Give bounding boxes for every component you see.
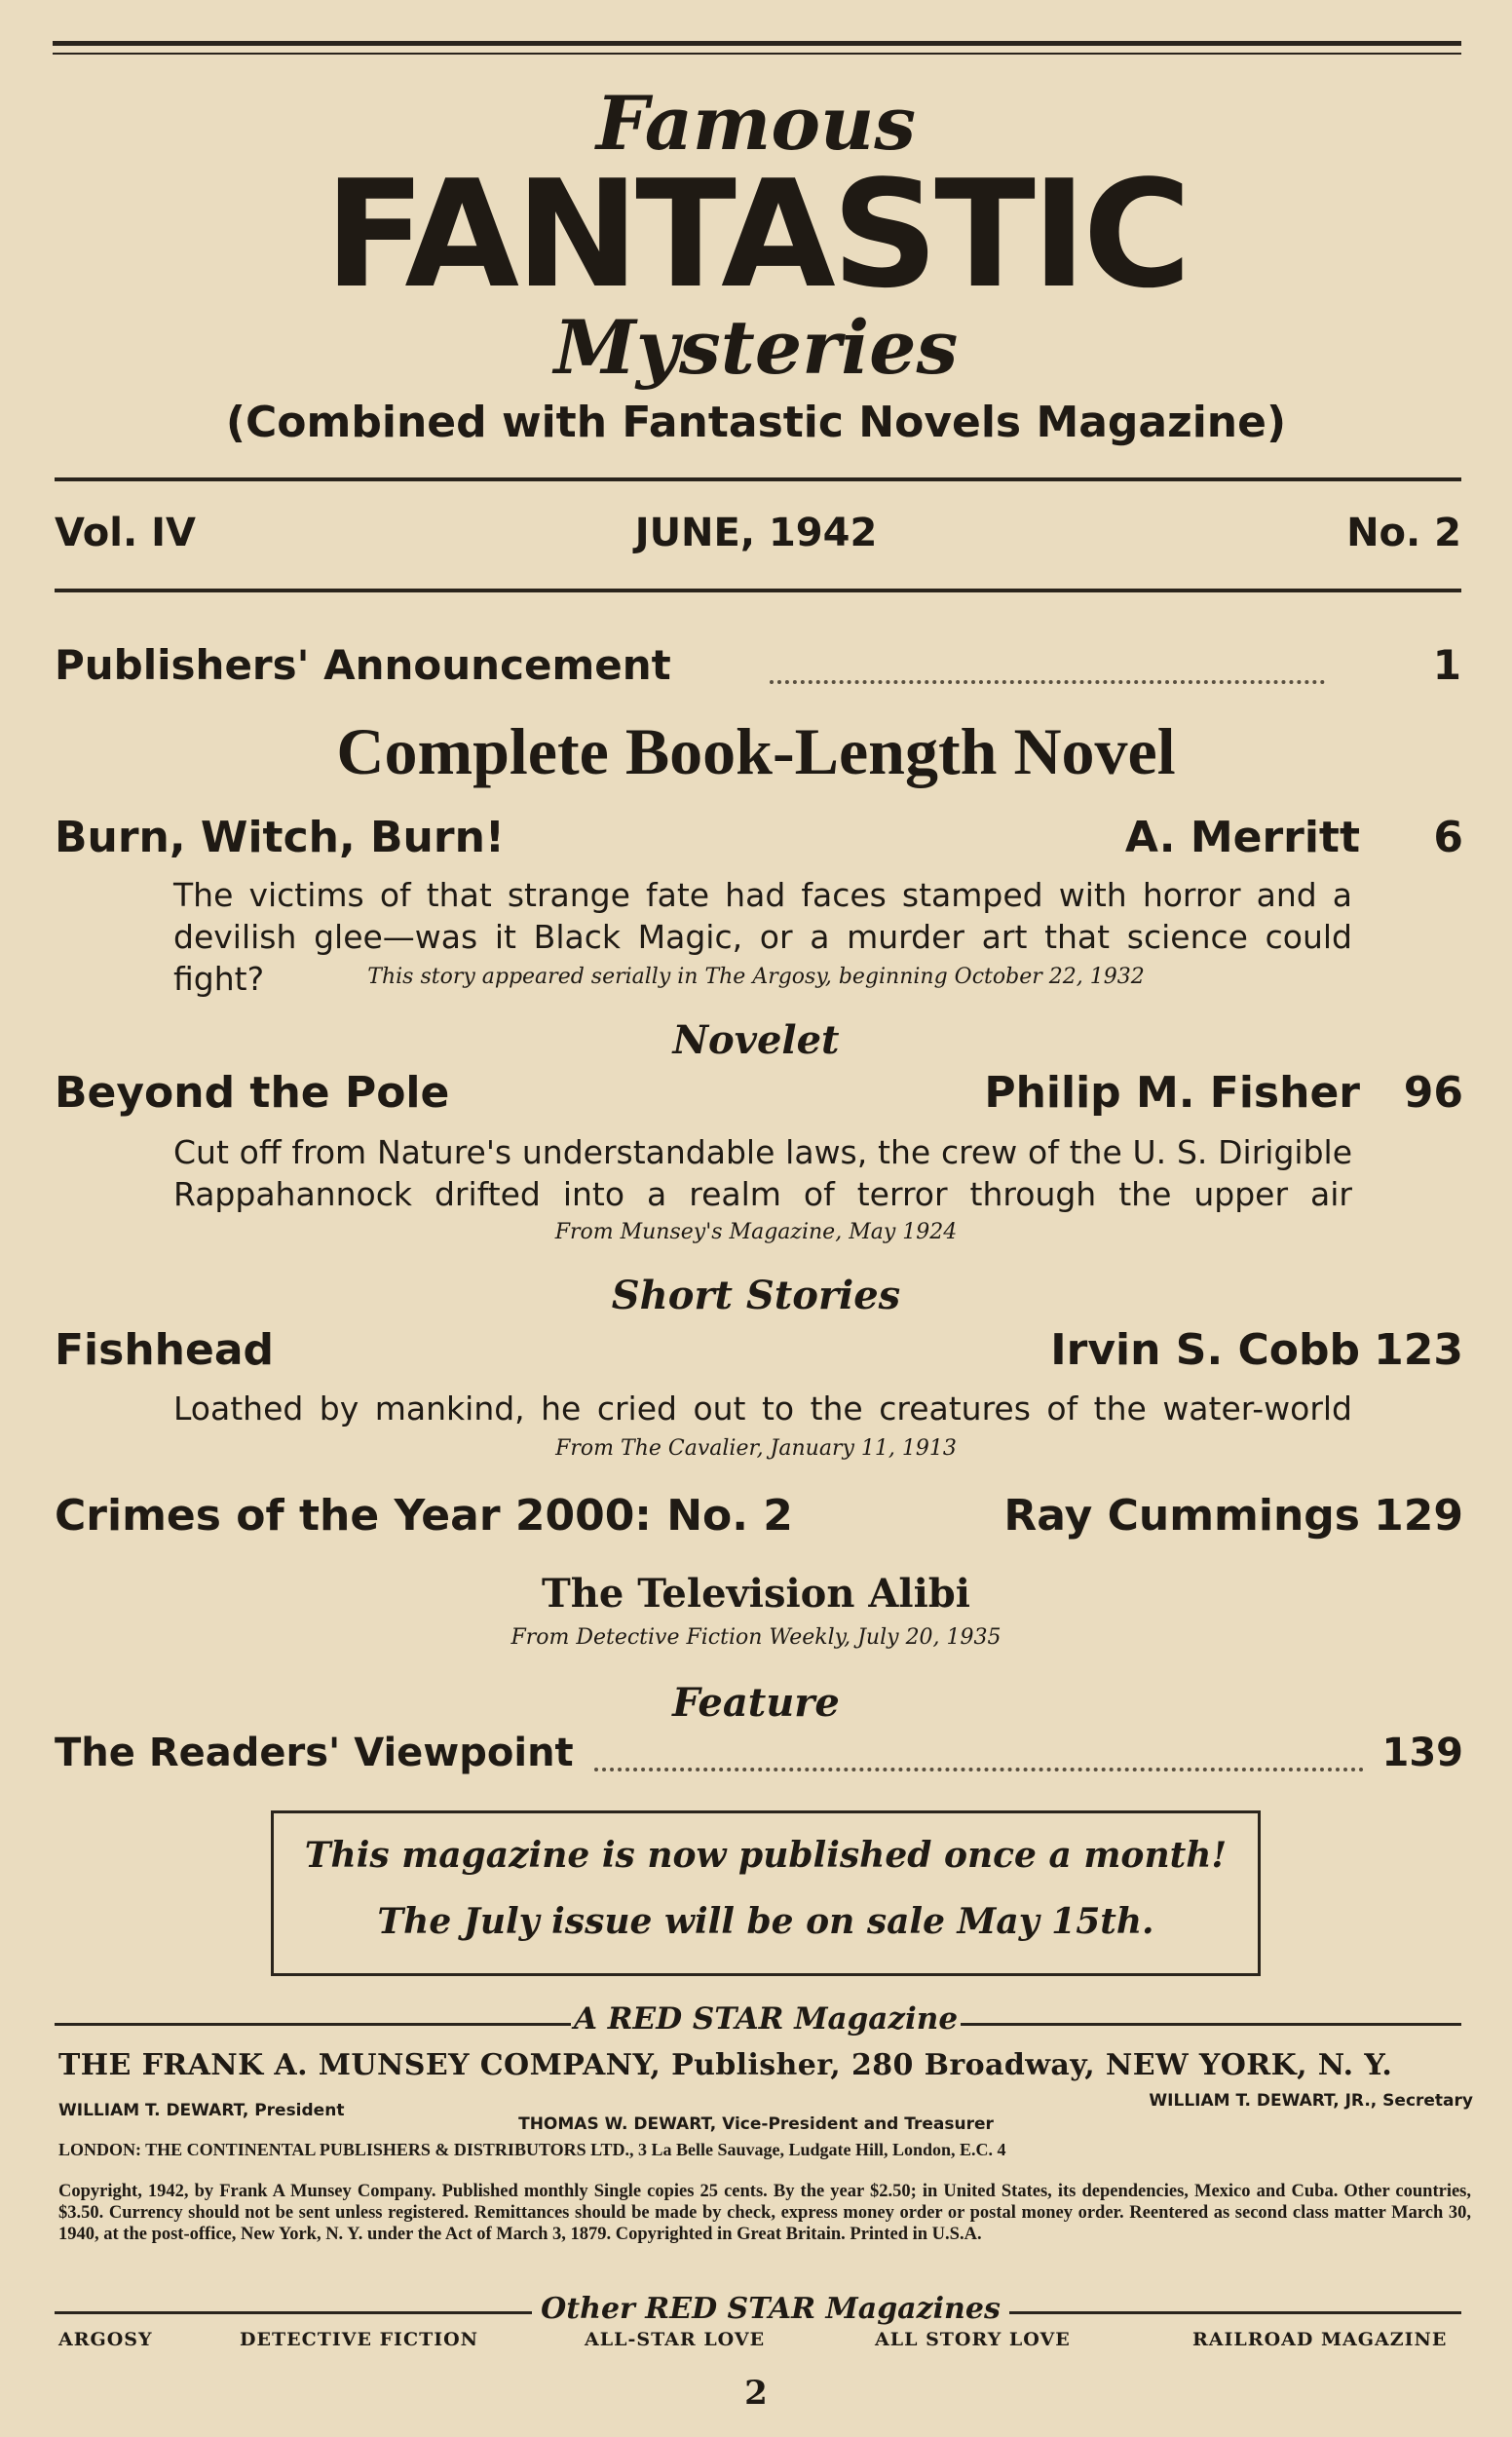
story-page: 96 [1403,1068,1463,1118]
story-page: 123 [1374,1325,1463,1375]
other-mag: ALL STORY LOVE [875,2329,1071,2350]
notice-line-2: The July issue will be on sale May 15th. [377,1901,1154,1942]
other-rule-right [1009,2311,1461,2314]
announcement-leader [770,680,1325,684]
other-rule-left [55,2311,532,2314]
story-page: 129 [1374,1491,1463,1541]
feature-leader [594,1768,1364,1771]
announcement-page: 1 [1432,641,1461,689]
story-title: Beyond the Pole [55,1068,450,1118]
story-title: Fishhead [55,1325,275,1375]
copyright-text: Copyright, 1942, by Frank A Munsey Company. Published monthly Single copies 25 cents. By the year $2.50; in United States, its dependencies, Mexico and Cuba. Other countries, $3.50. Currency should not be sent unless registered. Remittances should be made by check, express money order or postal money order. Reentered as second class matter March 30, 1940, at the post-office, New York, N. Y. under the Act of March 3, 1879. Copyrighted in Great Britain. Printed in U.S.A. [58,2182,1471,2244]
story-author: Irvin S. Cobb [1050,1325,1360,1375]
novel-heading: Complete Book-Length Novel [336,714,1176,788]
other-mag: RAILROAD MAGAZINE [1192,2329,1448,2350]
feature-page: 139 [1381,1731,1463,1775]
story-source: From The Cavalier, January 11, 1913 [555,1436,957,1461]
story-source: This story appeared serially in The Argosy, beginning October 22, 1932 [367,965,1145,989]
other-banner: Other RED STAR Magazines [541,2292,1001,2326]
issue-date: JUNE, 1942 [634,511,878,555]
story-title: Burn, Witch, Burn! [55,813,505,862]
page-number: 2 [744,2374,768,2413]
story-source: From Detective Fiction Weekly, July 20, 1935 [510,1625,1002,1650]
banner-rule-right [961,2023,1461,2026]
novelet-heading: Novelet [672,1017,840,1063]
other-mag: ALL-STAR LOVE [585,2329,766,2350]
story-description: The victims of that strange fate had faces stamped with horror and a devilish glee—was it Black Magic, or a murder art that science could fight? [173,876,1352,998]
publisher-president: WILLIAM T. DEWART, President [58,2101,345,2120]
volume: Vol. IV [55,511,196,555]
story-author: Philip M. Fisher [984,1068,1360,1118]
short-stories-heading: Short Stories [611,1273,901,1318]
feature-heading: Feature [672,1680,840,1726]
story-description: Loathed by mankind, he cried out to the creatures of the water-world [173,1390,1352,1428]
notice-line-1: This magazine is now published once a month! [304,1835,1228,1876]
publisher-vp: THOMAS W. DEWART, Vice-President and Treasurer [518,2114,994,2134]
notice-box [271,1810,1261,1976]
feature-title: The Readers' Viewpoint [55,1731,574,1775]
publisher-secretary: WILLIAM T. DEWART, JR., Secretary [1149,2091,1473,2111]
other-mag: DETECTIVE FICTION [240,2329,479,2350]
banner-rule-left [55,2023,571,2026]
masthead-mysteries: Mysteries [553,304,959,391]
other-mag: ARGOSY [58,2329,153,2350]
red-star-banner: A RED STAR Magazine [573,2001,959,2037]
publisher-london: LONDON: THE CONTINENTAL PUBLISHERS & DISTRIBUTORS LTD., 3 La Belle Sauvage, Ludgate Hill, London, E.C. 4 [58,2140,1006,2159]
story-source: From Munsey's Magazine, May 1924 [554,1220,958,1244]
story-author: A. Merritt [1124,813,1360,862]
story-description: Cut off from Nature's understandable laws, the crew of the U. S. Dirigible Rappahannock drifted into a realm of terror through the upper air [173,1133,1352,1213]
masthead-combined: (Combined with Fantastic Novels Magazine) [225,398,1287,447]
masthead-famous: Famous [595,80,917,167]
issue-number: No. 2 [1346,511,1461,555]
top-rule-thin [53,53,1461,55]
story-page: 6 [1433,813,1463,862]
story-title: Crimes of the Year 2000: No. 2 [55,1491,793,1541]
masthead-rule [55,477,1461,481]
top-rule [53,41,1461,46]
issue-rule [55,589,1461,592]
masthead-fantastic: FANTASTIC [323,148,1189,321]
story-subtitle: The Television Alibi [542,1571,970,1617]
publisher-company: THE FRANK A. MUNSEY COMPANY, Publisher, 280 Broadway, NEW YORK, N. Y. [58,2048,1393,2082]
announcement-title: Publishers' Announcement [55,641,671,689]
story-author: Ray Cummings [1003,1491,1360,1541]
